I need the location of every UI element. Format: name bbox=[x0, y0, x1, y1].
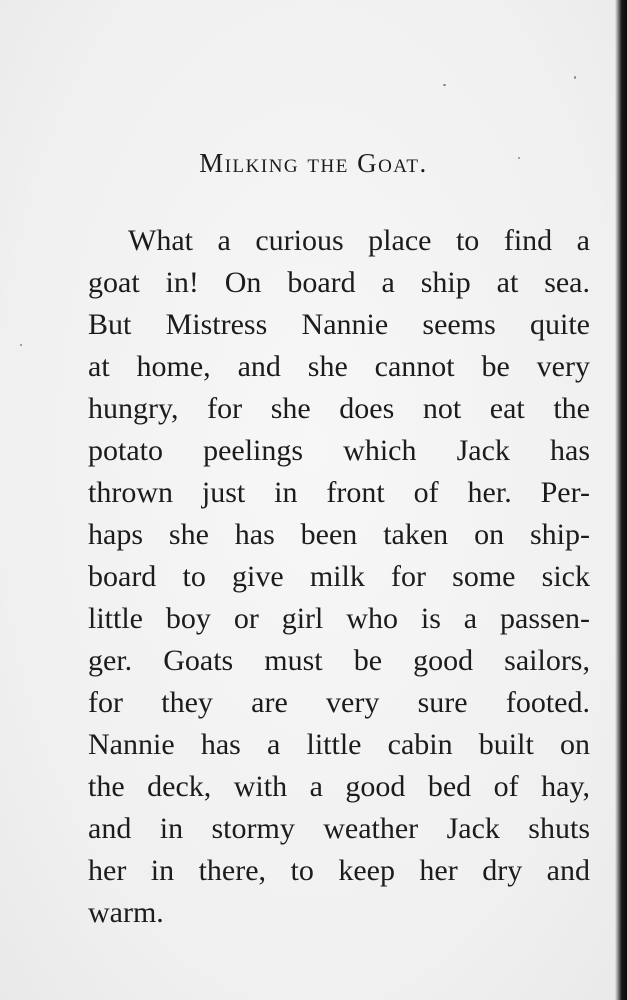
body-line: for they are very sure footed. bbox=[88, 686, 590, 719]
body-text bbox=[88, 220, 590, 934]
body-line: and in stormy weather Jack shuts bbox=[88, 812, 590, 845]
body-line: goat in! On board a ship at sea. bbox=[88, 266, 590, 299]
body-line: thrown just in front of her. Per- bbox=[88, 476, 590, 509]
paper-speck bbox=[574, 76, 576, 79]
body-line: Nannie has a little cabin built on bbox=[88, 728, 590, 761]
body-line: But Mistress Nannie seems quite bbox=[88, 308, 590, 341]
body-line: the deck, with a good bed of hay, bbox=[88, 770, 590, 803]
body-line: ger. Goats must be good sailors, bbox=[88, 644, 590, 677]
paper-speck bbox=[20, 344, 22, 346]
body-line: hungry, for she does not eat the bbox=[88, 392, 590, 425]
body-line: at home, and she cannot be very bbox=[88, 350, 590, 383]
body-line: What a curious place to find a bbox=[128, 224, 590, 257]
body-line: potato peelings which Jack has bbox=[88, 434, 590, 467]
body-line: her in there, to keep her dry and bbox=[88, 854, 590, 887]
body-line: haps she has been taken on ship- bbox=[88, 518, 590, 551]
paper-speck bbox=[443, 84, 446, 86]
body-line: warm. bbox=[88, 896, 164, 929]
page-title: Milking the Goat. bbox=[199, 148, 428, 178]
body-line: board to give milk for some sick bbox=[88, 560, 590, 593]
body-line: little boy or girl who is a passen- bbox=[88, 602, 590, 635]
